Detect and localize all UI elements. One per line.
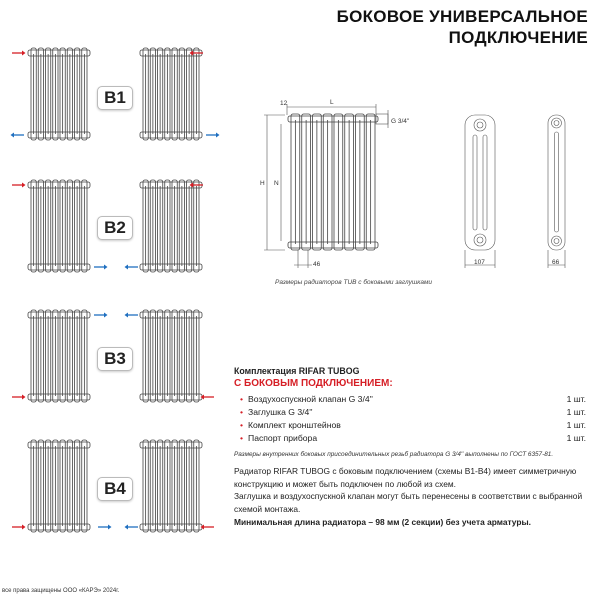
kit-heading: Комплектация RIFAR TUBOG: [234, 366, 360, 376]
radiator-icon: [140, 48, 202, 140]
scheme-label-b3: B3: [97, 347, 133, 371]
kit-item: • Воздухоспускной клапан G 3/4'' 1 шт.: [240, 393, 586, 404]
radiator-front-view: [288, 114, 378, 250]
drawing-caption: Размеры радиаторов TUB с боковыми заглушками: [275, 279, 433, 286]
radiator-icon: [288, 114, 378, 250]
dim-L: L: [330, 99, 334, 106]
radiator-icon: [28, 48, 90, 140]
radiator-icon: [140, 180, 202, 272]
flow-arrow-icon: [98, 525, 112, 530]
flow-arrow-icon: [125, 265, 139, 270]
flow-arrow-icon: [12, 183, 26, 188]
dimension-drawing: [250, 90, 600, 280]
flow-arrow-icon: [125, 313, 139, 318]
bullet-icon: •: [240, 419, 244, 430]
scheme-label-b4: B4: [97, 477, 133, 501]
radiator-icon: [28, 180, 90, 272]
description: Радиатор RIFAR TUBOG с боковым подключением (схемы B1-B4) имеет симметричную конструкцию и может быть подключен по любой из схем. Заглушка и воздухоспускной клапан могут быть перенесены в соответствии с выбранной схемой монтажа. Минимальная длина радиатора – 98 мм (2 секции) без учета арматуры.: [234, 466, 583, 527]
dim-N: N: [274, 180, 279, 187]
bullet-icon: •: [240, 406, 244, 417]
flow-arrow-icon: [201, 525, 215, 530]
kit-section: [234, 366, 586, 458]
radiator-icon: [140, 310, 202, 402]
bullet-icon: •: [240, 393, 244, 404]
copyright: все права защищены ООО «КАРЭ» 2024г.: [2, 588, 120, 594]
dim-46: 46: [313, 261, 321, 268]
dim-66: 66: [552, 259, 560, 266]
flow-arrow-icon: [12, 395, 26, 400]
radiator-icon: [28, 440, 90, 532]
kit-item: • Заглушка G 3/4'' 1 шт.: [240, 406, 586, 417]
flow-arrow-icon: [94, 313, 108, 318]
dim-12: 12: [280, 100, 288, 107]
kit-subheading: С БОКОВЫМ ПОДКЛЮЧЕНИЕМ:: [234, 378, 393, 389]
connection-schemes: [0, 0, 230, 560]
flow-arrow-icon: [12, 525, 26, 530]
flow-arrow-icon: [12, 51, 26, 56]
flow-arrow-icon: [94, 265, 108, 270]
flow-arrow-icon: [125, 525, 139, 530]
radiator-icon: [140, 440, 202, 532]
flow-arrow-icon: [206, 133, 220, 138]
flow-arrow-icon: [11, 133, 25, 138]
radiator-side-view-3-column: [465, 115, 495, 268]
bullet-icon: •: [240, 432, 244, 443]
scheme-label-b2: B2: [97, 216, 133, 240]
radiator-side-view-2-column: [548, 115, 565, 268]
dim-107: 107: [474, 259, 485, 266]
scheme-label-b1: B1: [97, 86, 133, 110]
kit-item: • Комплект кронштейнов 1 шт.: [240, 419, 586, 430]
thread-size: G 3/4'': [391, 118, 410, 125]
radiator-icon: [28, 310, 90, 402]
kit-item: • Паспорт прибора 1 шт.: [240, 432, 586, 443]
page-title: БОКОВОЕ УНИВЕРСАЛЬНОЕ ПОДКЛЮЧЕНИЕ: [336, 7, 588, 47]
dim-H: H: [260, 180, 265, 187]
kit-note: Размеры внутренних боковых присоединительных резьб радиатора G 3/4'' выполнены по ГОСТ 6357-81.: [234, 451, 554, 458]
flow-arrow-icon: [201, 395, 215, 400]
